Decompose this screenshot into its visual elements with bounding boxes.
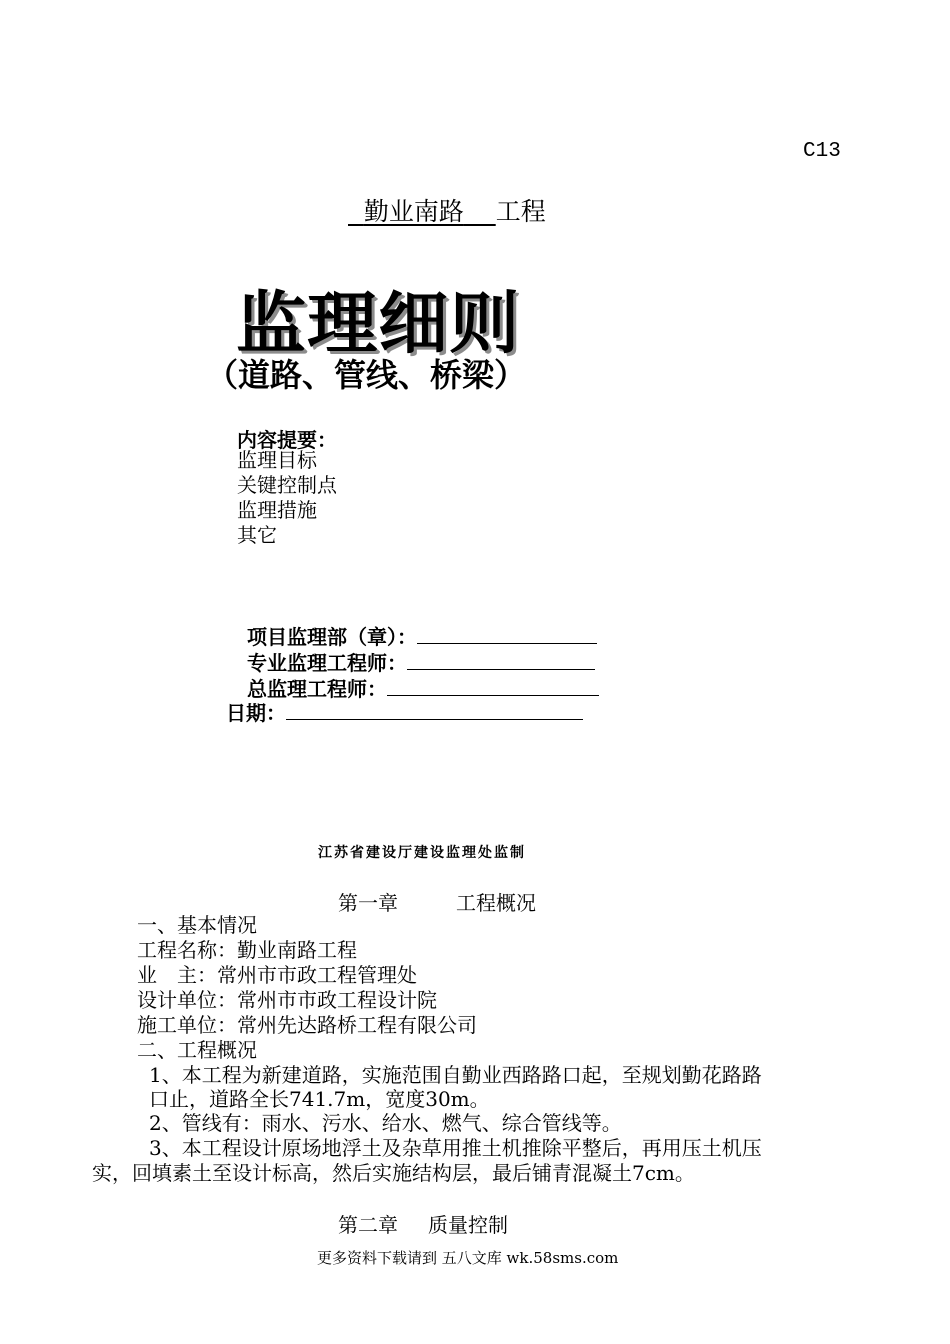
paragraph-1b: 口止，道路全长741.7m，宽度30m。 <box>149 1087 490 1111</box>
construction-unit-field: 施工单位：常州先达路桥工程有限公司 <box>137 1013 477 1037</box>
contents-item: 关键控制点 <box>237 473 337 497</box>
signature-chief-label: 总监理工程师： <box>247 677 387 701</box>
contents-list <box>237 448 337 548</box>
footer-note: 更多资料下载请到 五八文库 wk.58sms.com <box>317 1249 619 1267</box>
paragraph-2: 2、管线有：雨水、污水、给水、燃气、综合管线等。 <box>149 1111 622 1135</box>
chapter2-title: 质量控制 <box>428 1213 508 1237</box>
issuer: 江苏省建设厅建设监理处监制 <box>318 845 526 861</box>
signature-dept-line <box>417 625 597 644</box>
section-heading: 一、基本情况 <box>137 913 257 937</box>
section-heading: 二、工程概况 <box>137 1038 257 1062</box>
paragraph-3a: 3、本工程设计原场地浮土及杂草用推土机推除平整后，再用压土机压 <box>149 1136 762 1160</box>
paragraph-1a: 1、本工程为新建道路，实施范围自勤业西路路口起，至规划勤花路路 <box>149 1063 762 1087</box>
signature-date-label: 日期： <box>226 701 286 725</box>
document-title: 监理细则 <box>236 285 521 364</box>
contents-item: 其它 <box>237 523 277 547</box>
signature-specialist-line <box>407 651 595 670</box>
chapter1-heading <box>338 887 536 916</box>
signature-date-line <box>286 701 583 720</box>
contents-item: 监理目标 <box>237 448 317 472</box>
project-name-field: 工程名称：勤业南路工程 <box>137 938 357 962</box>
paragraph-3b: 实，回填素土至设计标高，然后实施结构层，最后铺青混凝土7cm。 <box>92 1161 695 1185</box>
chapter1-title: 工程概况 <box>456 891 536 915</box>
document-subtitle: （道路、管线、桥梁） <box>206 356 527 394</box>
document-code: C13 <box>803 140 841 163</box>
signature-specialist <box>247 647 595 676</box>
signature-chief-line <box>387 677 599 696</box>
contents-heading: 内容提要： <box>237 428 337 452</box>
chapter1-number: 第一章 <box>338 891 398 915</box>
signature-date <box>226 697 583 726</box>
owner-field: 业 主：常州市市政工程管理处 <box>137 963 417 987</box>
chapter2-heading <box>338 1209 508 1238</box>
contents-item: 监理措施 <box>237 498 317 522</box>
signature-specialist-label: 专业监理工程师： <box>247 651 407 675</box>
signature-dept-label: 项目监理部（章）： <box>247 625 417 649</box>
chapter2-number: 第二章 <box>338 1213 398 1237</box>
design-unit-field: 设计单位：常州市市政工程设计院 <box>137 988 437 1012</box>
signature-dept <box>247 621 597 650</box>
project-name: 勤业南路 <box>363 197 464 226</box>
project-suffix: 工程 <box>495 197 546 226</box>
project-name-line <box>348 192 546 228</box>
